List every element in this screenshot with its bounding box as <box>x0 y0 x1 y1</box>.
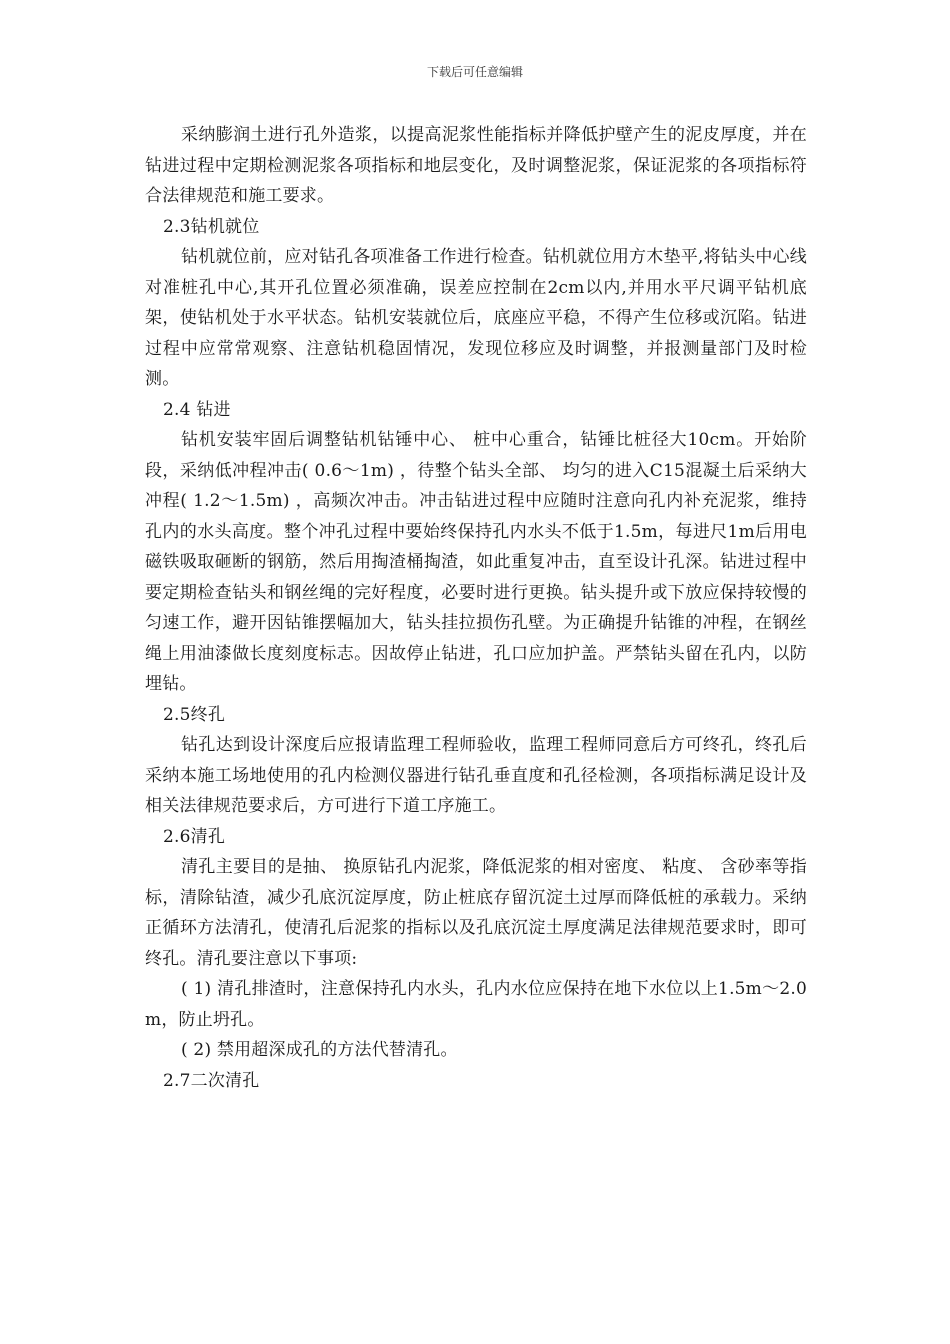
page-header: 下载后可任意编辑 <box>426 65 523 79</box>
section-heading-2-3: 2.3钻机就位 <box>163 216 260 237</box>
paragraph-drilling: 钻机安装牢固后调整钻机钻锤中心、 桩中心重合，钻锤比桩径大10cm。开始阶段，采纳低冲程冲击( 0.6～1m) ，待整个钻头全部、 均匀的进入C15混凝土后采纳大冲程( 1.2～1.5m) ，高频次冲击。冲击钻进过程中应随时注意向孔内补充泥浆，维持孔内的水头高度。整个冲孔过程中要始终保持孔内水头不低于1.5m，每进尺1m后用电磁铁吸取砸断的钢筋，然后用掏渣桶掏渣，如此重复冲击，直至设计孔深。钻进过程中要定期检查钻头和钢丝绳的完好程度，必要时进行更换。钻头提升或下放应保持较慢的匀速工作，避开因钻锥摆幅加大，钻头挂拉损伤孔壁。为正确提升钻锥的冲程，在钢丝绳上用油漆做长度刻度标志。因故停止钻进，孔口应加护盖。严禁钻头留在孔内，以防埋钻。 <box>145 430 807 694</box>
list-item-cleaning-2: ( 2) 禁用超深成孔的方法代替清孔。 <box>181 1040 458 1060</box>
paragraph-bentonite-mud: 采纳膨润土进行孔外造浆，以提高泥浆性能指标并降低护壁产生的泥皮厚度，并在钻进过程中定期检测泥浆各项指标和地层变化，及时调整泥浆，保证泥浆的各项指标符合法律规范和施工要求。 <box>145 125 807 206</box>
list-item-cleaning-1: ( 1) 清孔排渣时，注意保持孔内水头，孔内水位应保持在地下水位以上1.5m～2.0m，防止坍孔。 <box>145 979 807 1030</box>
section-heading-2-4: 2.4 钻进 <box>163 399 231 420</box>
section-heading-2-6: 2.6清孔 <box>163 826 226 847</box>
paragraph-final-hole: 钻孔达到设计深度后应报请监理工程师验收，监理工程师同意后方可终孔，终孔后采纳本施工场地使用的孔内检测仪器进行钻孔垂直度和孔径检测，各项指标满足设计及相关法律规范要求后，方可进行下道工序施工。 <box>145 735 807 816</box>
paragraph-rig-positioning: 钻机就位前，应对钻孔各项准备工作进行检查。钻机就位用方木垫平,将钻头中心线对准桩孔中心,其开孔位置必须准确，误差应控制在2cm以内,并用水平尺调平钻机底架，使钻机处于水平状态。钻机安装就位后，底座应平稳，不得产生位移或沉陷。钻进过程中应常常观察、注意钻机稳固情况，发现位移应及时调整，并报测量部门及时检测。 <box>145 247 807 389</box>
paragraph-hole-cleaning: 清孔主要目的是抽、 换原钻孔内泥浆，降低泥浆的相对密度、 粘度、 含砂率等指标，清除钻渣，减少孔底沉淀厚度，防止桩底存留沉淀土过厚而降低桩的承载力。采纳正循环方法清孔，使清孔后泥浆的指标以及孔底沉淀土厚度满足法律规范要求时，即可终孔。清孔要注意以下事项: <box>145 857 807 969</box>
section-heading-2-5: 2.5终孔 <box>163 704 226 725</box>
section-heading-2-7: 2.7二次清孔 <box>163 1070 260 1091</box>
document-body <box>145 120 807 1096</box>
